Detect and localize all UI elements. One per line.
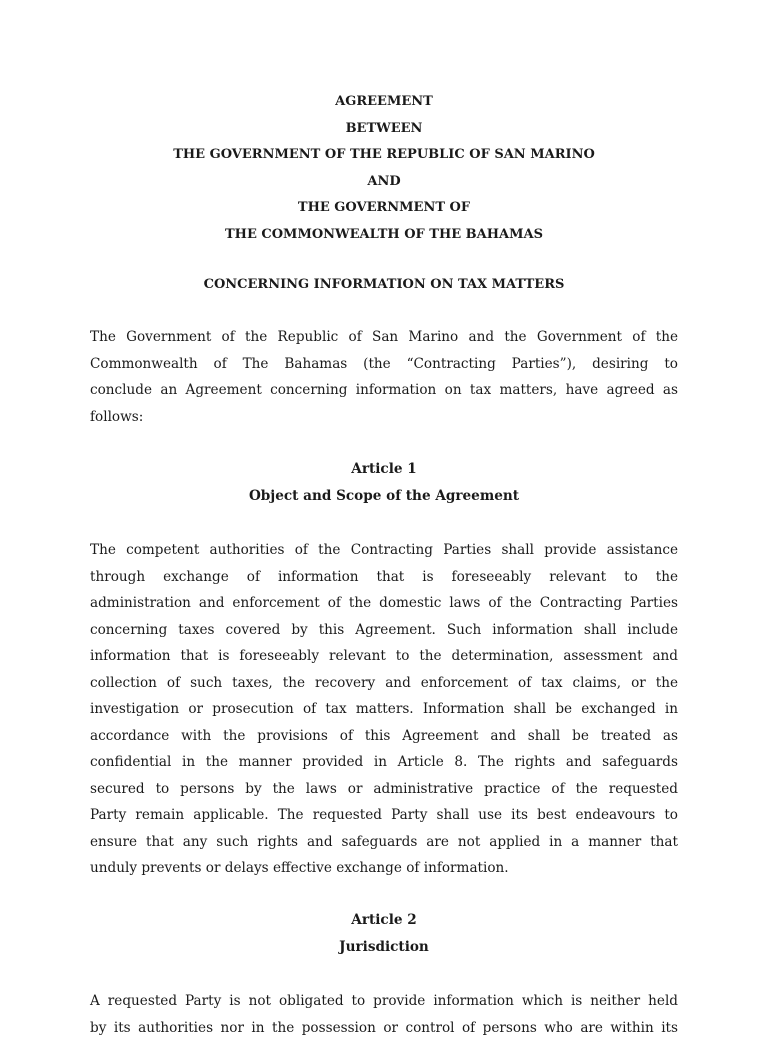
title-line-and: AND	[0, 169, 768, 196]
preamble-line: conclude an Agreement concerning information on tax matters, have agreed as	[90, 377, 678, 404]
preamble-line: The Government of the Republic of San Marino and the Government of the	[90, 324, 678, 351]
article-1-paragraph	[90, 537, 678, 882]
article-1-line: secured to persons by the laws or administrative practice of the requested	[90, 776, 678, 803]
article-1-line: accordance with the provisions of this Agreement and shall be treated as	[90, 723, 678, 750]
title-line-bahamas: THE COMMONWEALTH OF THE BAHAMAS	[0, 222, 768, 249]
preamble-paragraph	[90, 324, 678, 430]
article-1-line: collection of such taxes, the recovery and enforcement of tax claims, or the	[90, 670, 678, 697]
preamble-line: follows:	[90, 404, 678, 431]
article-2-heading	[0, 907, 768, 961]
agreement-subject: CONCERNING INFORMATION ON TAX MATTERS	[0, 274, 768, 296]
article-1-line: Party remain applicable. The requested Party shall use its best endeavours to	[90, 802, 678, 829]
article-1-title: Object and Scope of the Agreement	[0, 483, 768, 510]
article-1-line: unduly prevents or delays effective exchange of information.	[90, 855, 678, 882]
article-2-paragraph	[90, 988, 678, 1041]
article-1-line: investigation or prosecution of tax matters. Information shall be exchanged in	[90, 696, 678, 723]
article-1-line: through exchange of information that is foreseeably relevant to the	[90, 564, 678, 591]
article-1-line: information that is foreseeably relevant to the determination, assessment and	[90, 643, 678, 670]
agreement-title	[0, 89, 768, 248]
article-1-heading	[0, 456, 768, 510]
title-line-agreement: AGREEMENT	[0, 89, 768, 116]
article-1-line: concerning taxes covered by this Agreement. Such information shall include	[90, 617, 678, 644]
article-1-line: administration and enforcement of the domestic laws of the Contracting Parties	[90, 590, 678, 617]
article-1-line: ensure that any such rights and safeguards are not applied in a manner that	[90, 829, 678, 856]
article-2-title: Jurisdiction	[0, 934, 768, 961]
article-1-line: confidential in the manner provided in Article 8. The rights and safeguards	[90, 749, 678, 776]
title-line-between: BETWEEN	[0, 116, 768, 143]
title-line-government-of: THE GOVERNMENT OF	[0, 195, 768, 222]
title-line-san-marino: THE GOVERNMENT OF THE REPUBLIC OF SAN MARINO	[0, 142, 768, 169]
article-1-number: Article 1	[0, 456, 768, 483]
article-2-number: Article 2	[0, 907, 768, 934]
article-2-line: A requested Party is not obligated to provide information which is neither held	[90, 988, 678, 1015]
preamble-line: Commonwealth of The Bahamas (the “Contracting Parties”), desiring to	[90, 351, 678, 378]
article-1-line: The competent authorities of the Contracting Parties shall provide assistance	[90, 537, 678, 564]
article-2-line: by its authorities nor in the possession or control of persons who are within its	[90, 1015, 678, 1041]
